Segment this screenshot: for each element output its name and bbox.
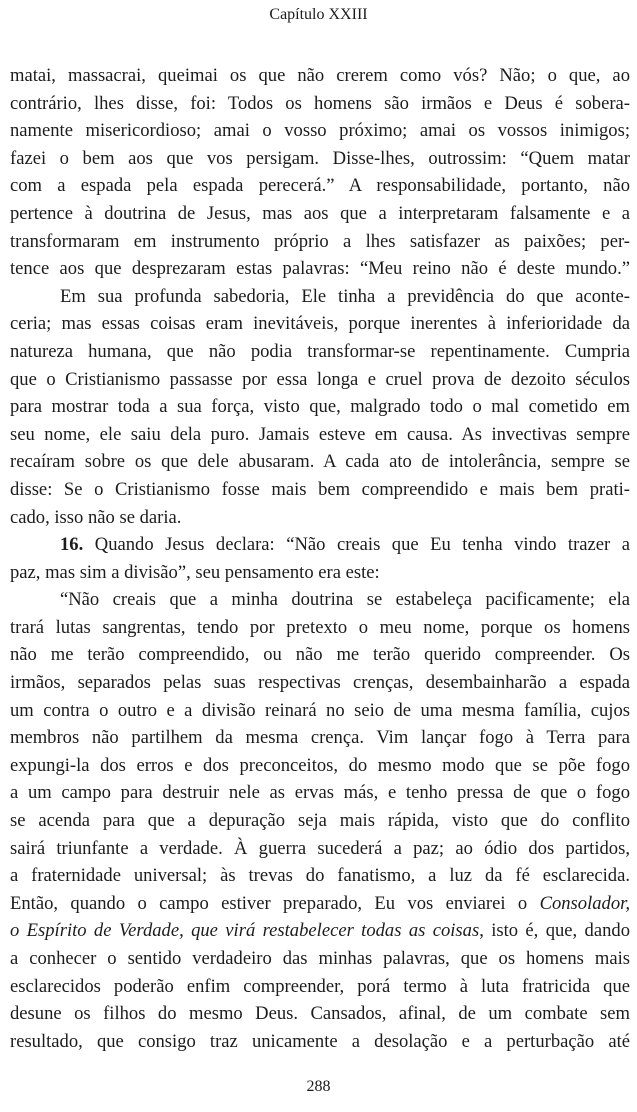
text-line: fazei o bem aos que vos persigam. Disse-lhes, outrossim: “Quem matar (10, 147, 630, 169)
italic-run: o Espírito de Verdade, que virá restabelecer todas as coisas (10, 920, 480, 942)
text-line: “Não creais que a minha doutrina se estabeleça pacificamente; ela (60, 589, 630, 611)
text-line: a conhecer o sentido verdadeiro das minhas palavras, que os homens mais (10, 948, 630, 969)
paragraph-16 (10, 531, 630, 586)
text-line: irmãos, separados pelas suas respectivas crenças, desembainharão a espada (10, 672, 630, 694)
text-line: um contra o outro e a divisão reinará no seio de uma mesma família, cujos (10, 699, 630, 721)
text-line: ceria; mas essas coisas eram inevitáveis, porque inerentes à inferioridade da (10, 313, 630, 335)
paragraph-quote (10, 586, 630, 1055)
text-line: sairá triunfante a verdade. À guerra sucederá a paz; ao ódio dos partidos, (10, 837, 630, 859)
text-line: contrário, lhes disse, foi: Todos os homens são irmãos e Deus é sobera- (10, 92, 630, 114)
text-line: natureza humana, que não podia transformar-se repentinamente. Cumpria (10, 340, 630, 362)
text-line: expungi-la dos erros e dos preconceitos, do mesmo modo que se põe fogo (10, 754, 630, 776)
text-line: desune os filhos do mesmo Deus. Cansados, afinal, de um combate sem (10, 1003, 630, 1025)
text-line (10, 531, 630, 559)
item-number: 16. (60, 534, 84, 556)
text-line: pertence à doutrina de Jesus, mas aos que a interpretaram falsamente e a (10, 202, 630, 224)
text-line: não me terão compreendido, ou não me terão querido compreender. Os (10, 644, 630, 666)
paragraph-2 (10, 283, 630, 531)
text-line: com a espada pela espada perecerá.” A responsabilidade, portanto, não (10, 175, 630, 197)
text-line: transformaram em instrumento próprio a lhes satisfazer as paixões; per- (10, 230, 630, 252)
text-line: paz, mas sim a divisão”, seu pensamento era este: (10, 561, 380, 583)
text-line (10, 917, 630, 945)
text-line (10, 890, 630, 918)
text-line: membros não partilhem da mesma crença. Vim lançar fogo à Terra para (10, 727, 630, 749)
page-body (10, 62, 630, 1055)
paragraph-1 (10, 62, 630, 283)
text-line: namente misericordioso; amai o vosso próximo; amai os vossos inimigos; (10, 120, 630, 142)
text-line: tence aos que desprezaram estas palavras: “Meu reino não é deste mundo.” (10, 258, 630, 280)
italic-run: Consolador, (539, 892, 630, 914)
page-number: 288 (306, 1078, 331, 1095)
text-line: que o Cristianismo passasse por essa longa e cruel prova de dezoito séculos (10, 368, 630, 390)
text-line: seu nome, ele saiu dela puro. Jamais esteve em causa. As invectivas sempre (10, 423, 630, 445)
text-line: a fraternidade universal; às trevas do fanatismo, a luz da fé esclarecida. (10, 865, 630, 887)
text-line: recaíram sobre os que dele abusaram. A cada ato de intolerância, sempre se (10, 451, 630, 473)
text-line: matai, massacrai, queimai os que não crerem como vós? Não; o que, ao (10, 65, 630, 86)
text-run: Então, quando o campo estiver preparado, Eu vos enviarei o (10, 892, 528, 914)
text-line: trará lutas sangrentas, tendo por pretexto o meu nome, porque os homens (10, 616, 630, 638)
text-line: para mostrar toda a sua força, visto que, malgrado todo o mal cometido em (10, 396, 630, 418)
text-line: resultado, que consigo traz unicamente a desolação e a perturbação até (10, 1030, 630, 1052)
text-line: disse: Se o Cristianismo fosse mais bem compreendido e mais bem prati- (10, 478, 630, 500)
text-line: Em sua profunda sabedoria, Ele tinha a previdência do que aconte- (60, 285, 630, 307)
text-line: cado, isso não se daria. (10, 506, 182, 528)
item-text: Quando Jesus declara: “Não creais que Eu tenha vindo trazer a (94, 534, 630, 556)
text-run: , isto é, que, dando (479, 920, 630, 942)
text-line: esclarecidos poderão enfim compreender, porá termo à luta fratricida que (10, 975, 630, 997)
text-line: se acenda para que a depuração seja mais rápida, visto que do conflito (10, 810, 630, 832)
running-header: Capítulo XXIII (269, 6, 368, 23)
text-line: a um campo para destruir nele as ervas más, e tenho pressa de que o fogo (10, 782, 630, 804)
